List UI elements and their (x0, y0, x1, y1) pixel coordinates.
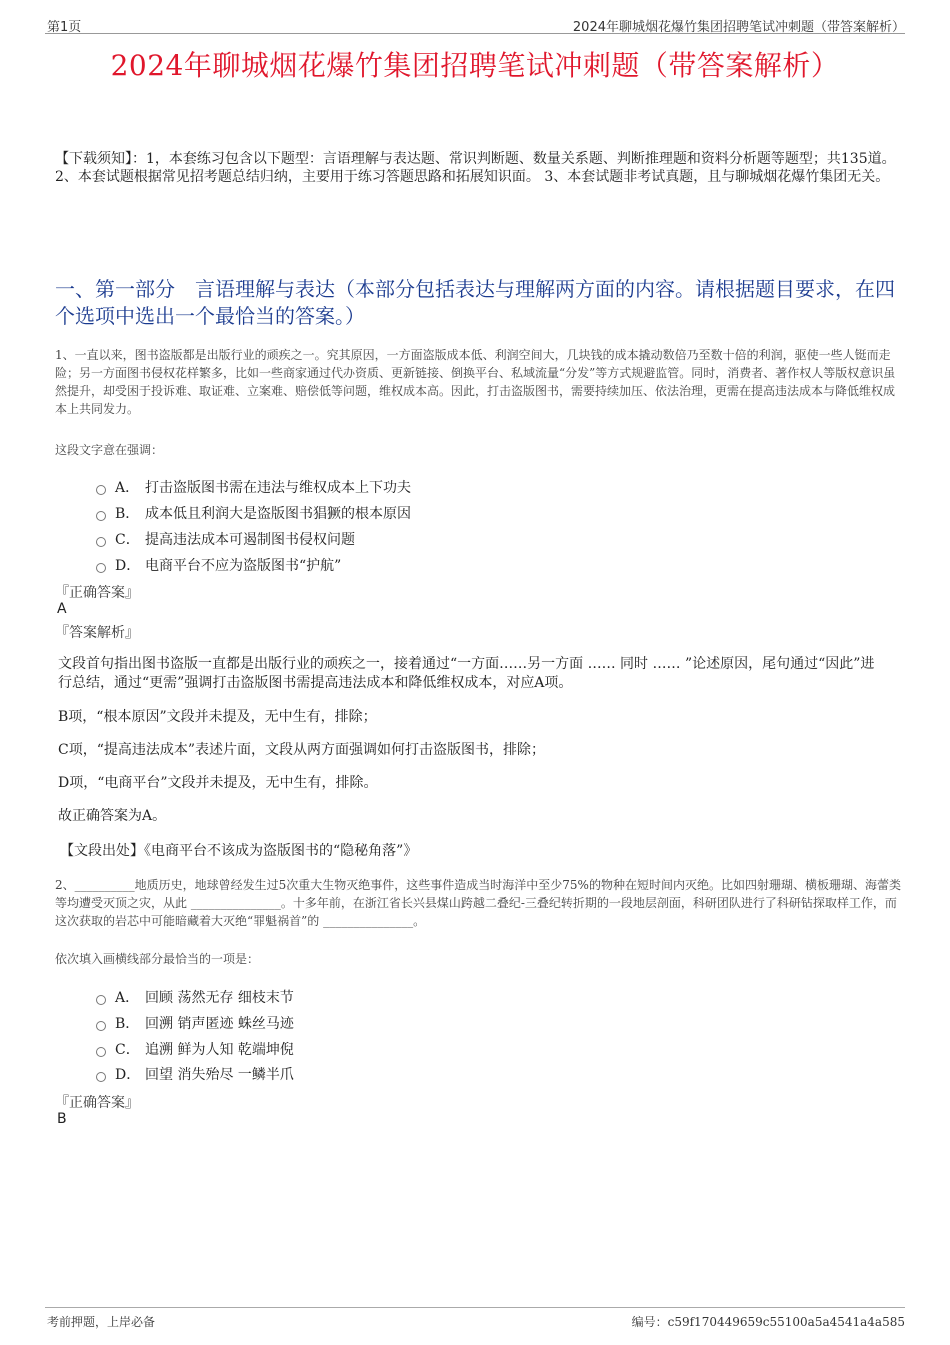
q2-option-a[interactable] (96, 987, 294, 1007)
q2-option-b[interactable] (96, 1013, 294, 1033)
download-notice: 【下载须知】：1，本套练习包含以下题型：言语理解与表达题、常识判断题、数量关系题、判断推理题和资料分析题等题型；共135道。 2、本套试题根据常见招考题总结归纳，主要用于练习答题思路和拓展知识面。 3、本套试题非考试真题，且与聊城烟花爆竹集团无关。 (55, 151, 896, 185)
footer-slogan: 考前押题，上岸必备 (47, 1315, 156, 1329)
analysis-option-d: D项，“电商平台”文段并未提及，无中生有，排除。 (58, 775, 378, 791)
radio-icon[interactable] (96, 563, 106, 573)
option-letter: A． (115, 480, 140, 496)
q1-option-a[interactable] (96, 477, 411, 497)
header-divider (45, 33, 905, 34)
option-text: 打击盗版图书需在违法与维权成本上下功夫 (145, 480, 411, 496)
option-text: 回望 消失殆尽 一鳞半爪 (145, 1067, 294, 1083)
analysis-option-b: B项，“根本原因”文段并未提及，无中生有，排除； (58, 709, 377, 725)
section-heading: 一、第一部分 言语理解与表达（本部分包括表达与理解两方面的内容。请根据题目要求，在四个选项中选出一个最恰当的答案。） (55, 277, 895, 328)
option-letter: B． (115, 506, 140, 522)
option-text: 回顾 荡然无存 细枝末节 (145, 990, 294, 1006)
analysis-option-c: C项，“提高违法成本”表述片面，文段从两方面强调如何打击盗版图书，排除； (58, 742, 546, 758)
analysis-label: 『答案解析』 (55, 625, 139, 641)
option-letter: D． (115, 1067, 141, 1083)
radio-icon[interactable] (96, 511, 106, 521)
option-letter: C． (115, 1042, 140, 1058)
correct-answer-label: 『正确答案』 (55, 585, 139, 601)
text-source: 【文段出处】《电商平台不该成为盗版图书的“隐秘角落”》 (60, 843, 418, 859)
radio-icon[interactable] (96, 485, 106, 495)
q1-option-c[interactable] (96, 529, 355, 549)
q1-option-d[interactable] (96, 555, 341, 575)
document-title: 2024年聊城烟花爆竹集团招聘笔试冲刺题（带答案解析） (110, 49, 840, 82)
option-letter: C． (115, 532, 140, 548)
q1-option-b[interactable] (96, 503, 411, 523)
correct-answer-value: A (57, 601, 67, 617)
radio-icon[interactable] (96, 1021, 106, 1031)
radio-icon[interactable] (96, 1047, 106, 1057)
running-header-title: 2024年聊城烟花爆竹集团招聘笔试冲刺题（带答案解析） (572, 20, 905, 35)
correct-answer-value: B (57, 1111, 67, 1127)
option-letter: A． (115, 990, 140, 1006)
option-text: 电商平台不应为盗版图书“护航” (145, 558, 342, 574)
option-text: 提高违法成本可遏制图书侵权问题 (145, 532, 355, 548)
question-1-text: 1、一直以来，图书盗版都是出版行业的顽疾之一。究其原因，一方面盗版成本低、利润空间大，几块钱的成本撬动数倍乃至数十倍的利润，驱使一些人铤而走险；另一方面图书侵权花样繁多，比如一些商家通过代办资质、更新链接、倒换平台、私域流量“分发”等方式规避监管。同时，消费者、著作权人等版权意识虽然提升，却受困于投诉难、取证难、立案难、赔偿低等问题，维权成本高。因此，打击盗版图书，需要持续加压、依法治理，更需在提高违法成本与降低维权成本上共同发力。 (55, 348, 896, 416)
q2-option-d[interactable] (96, 1064, 294, 1084)
question-1-prompt: 这段文字意在强调： (55, 443, 164, 457)
radio-icon[interactable] (96, 995, 106, 1005)
radio-icon[interactable] (96, 1072, 106, 1082)
question-2-text: 2、__________地质历史，地球曾经发生过5次重大生物灭绝事件，这些事件造成当时海洋中至少75%的物种在短时间内灭绝。比如四射珊瑚、横板珊瑚、海蕾类等均遭受灭顶之灾，从此 _______________。十多年前，在浙江省长兴县煤山跨越二叠纪-三叠纪转折期的一段地层剖面，科研团队进行了科研钻探取样工作，而这次获取的岩芯中可能暗藏着大灭绝“罪魁祸首”的 _______________。 (55, 878, 901, 928)
question-2-prompt: 依次填入画横线部分最恰当的一项是： (55, 952, 260, 966)
option-letter: B． (115, 1016, 140, 1032)
footer-divider (45, 1307, 905, 1308)
document-id: 编号：c59f170449659c55100a5a4541a4a585 (631, 1315, 905, 1329)
option-letter: D． (115, 558, 141, 574)
correct-answer-label: 『正确答案』 (55, 1095, 139, 1111)
option-text: 成本低且利润大是盗版图书猖獗的根本原因 (145, 506, 411, 522)
analysis-paragraph: 文段首句指出图书盗版一直都是出版行业的顽疾之一，接着通过“一方面……另一方面 …… 同时 …… ”论述原因，尾句通过“因此”进行总结，通过“更需”强调打击盗版图书需提高违法成本和降低维权成本，对应A项。 (58, 656, 875, 691)
q2-option-c[interactable] (96, 1039, 294, 1059)
option-text: 追溯 鲜为人知 乾端坤倪 (145, 1042, 294, 1058)
option-text: 回溯 销声匿迹 蛛丝马迹 (145, 1016, 294, 1032)
page-number: 第1页 (47, 20, 82, 35)
radio-icon[interactable] (96, 537, 106, 547)
analysis-conclusion: 故正确答案为A。 (58, 808, 167, 824)
